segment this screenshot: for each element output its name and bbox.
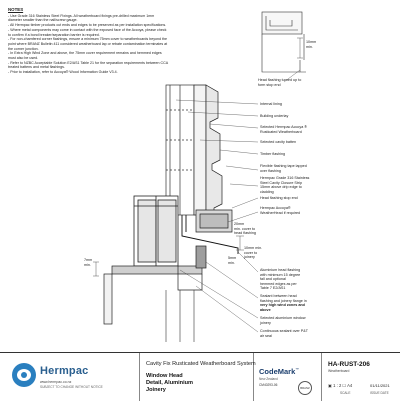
notes-line: must also be used. — [8, 56, 39, 61]
callout-10mm — [306, 40, 316, 49]
notes-line: - For non-chamfered corner flashings, ensure a minimum 75mm cover to weatherboards beyond the — [8, 37, 167, 42]
drawing-subtitle: Weatherboard — [328, 369, 350, 373]
detail-title — [146, 373, 193, 394]
callout-internal-lining — [260, 102, 282, 107]
codemark-logo — [259, 367, 299, 376]
notes-line: - Refer to NZBC Acceptable Solution E2/AS1 Table 21 for the separation requirements between CCA — [8, 60, 169, 65]
detail-line: Joinery — [146, 387, 166, 393]
callout-text: cladding — [260, 189, 274, 194]
codemark-sub: New Zealand — [259, 377, 278, 381]
wall-framing — [166, 85, 194, 215]
callout-text: Flexible flashing tape lapped — [260, 164, 307, 168]
callout-text: Continuous sealant over P&T — [260, 329, 308, 333]
callout-continuous-sealant — [260, 329, 308, 338]
callout-text: Internal lining — [260, 102, 282, 106]
weatherboard-profile — [194, 85, 222, 215]
callout-text: air seal — [260, 333, 272, 338]
callout-5mm — [228, 256, 236, 265]
hermpac-logo-icon — [12, 363, 36, 387]
callout-text: Head flashing stop end — [260, 196, 298, 200]
callout-text: Steel Cavity Closure Strip — [260, 180, 303, 185]
callout-cavity-batten — [260, 140, 296, 145]
scale-label: SCALE — [340, 391, 351, 395]
callout-text: Head flashing turned up to — [258, 78, 302, 82]
codemark-tm: ™ — [295, 367, 299, 372]
callout-text: 7mm — [84, 258, 93, 262]
callout-text: form stop end — [258, 82, 281, 87]
brand-cell — [0, 353, 140, 401]
codemark-cell — [254, 353, 322, 401]
callout-text: flashing and joinery flange in — [260, 298, 307, 303]
callout-text: joinery — [244, 255, 255, 259]
notes-line: - Use Grade 316 Stainless Steel Fixings. All weatherboard fixings pre-drilled maximum 1mm — [8, 13, 155, 18]
notes-line: - All Hermpac timber products cut ends and edges to be preserved as per installation specifications. — [8, 23, 167, 28]
detail-line: Detail, Aluminium — [146, 380, 194, 386]
inset-detail — [262, 12, 306, 72]
callout-head-flashing-stop — [260, 196, 298, 201]
drawing-info-cell — [322, 353, 400, 401]
callout-text: cover to — [244, 250, 258, 255]
callout-flexible-flashing — [260, 164, 307, 173]
callout-7mm — [84, 258, 92, 267]
callout-text: above — [260, 307, 271, 312]
callout-aluminium-head — [260, 268, 300, 291]
system-title: Cavity Fix Rusticated Weatherboard System — [146, 361, 256, 367]
brand-website: www.hermpac.co.nz — [40, 380, 72, 384]
issue-date: 01/11/2021 — [370, 383, 390, 388]
brand-name: Hermpac — [40, 365, 89, 377]
callout-text: with minimum 15 degree — [260, 272, 301, 277]
callout-cavity-closure — [260, 176, 309, 194]
callout-20mm-cover — [234, 222, 256, 236]
notes-line: point where BRANZ Bulletin 411 considered weatherboard lap or rebate contamination terminates at — [8, 41, 168, 46]
drawing-number: HA-RUST-206 — [328, 361, 370, 368]
callout-text: head flashing — [234, 231, 256, 235]
callout-text: min. — [228, 260, 235, 265]
detail-line: Window Head — [146, 373, 183, 379]
title-block — [0, 352, 400, 401]
notes-line: the corner junction. — [8, 46, 39, 51]
notes-line: - Prior to installation, refer to Accoya® Wood Information Guide V3.4. — [8, 70, 118, 75]
callout-text: Aluminium head flashing — [260, 268, 301, 272]
window-frame — [134, 196, 178, 266]
callout-text: Selected cavity batten — [260, 140, 297, 144]
notes-line: - In Extra High Wind Zone and above, the 75mm cover requirement remains and hemmed edges — [8, 51, 162, 56]
callout-text: Selected Hermpac Accoya ® — [260, 125, 307, 129]
callout-weatherhead — [260, 206, 300, 215]
lower-wall — [166, 290, 194, 342]
callout-sealant — [260, 294, 307, 312]
callout-selected-weatherboard — [260, 125, 307, 134]
callout-text: Timber flashing — [260, 152, 286, 156]
callout-text: hemmed edges as per — [260, 281, 297, 286]
callout-text: very high wind zones and — [260, 303, 305, 307]
callout-text: Sealant between head — [260, 294, 297, 298]
timber-flashing — [196, 210, 232, 232]
notes-line: - Where metal components may come in contact with the exposed face of the Accoya, please check — [8, 27, 167, 32]
callout-text: 15mm above drip edge to — [260, 185, 302, 189]
callout-text: Hermpac Grade 316 Stainless — [260, 176, 310, 180]
cert-number: CM40293-06 — [259, 383, 278, 387]
notes-line: diameter smaller than the nail/screw gauge. — [8, 18, 78, 23]
page-icons: ▣ 1 : 2 ☐ A4 — [328, 383, 353, 388]
notes-line: to confirm if a bond breaker/separation barrier is required. — [8, 32, 100, 37]
callout-text: 20mm — [234, 222, 245, 226]
callout-text: 10mm min. — [244, 246, 263, 250]
callout-text: fall and optional — [260, 277, 286, 281]
callout-text: Selected aluminium window — [260, 316, 306, 320]
branz-badge-icon: BRANZ — [298, 381, 312, 395]
callout-text: 10mm — [306, 40, 317, 44]
callout-text: Building underlay — [260, 114, 289, 118]
notes-line: treated battens and metal flashings. — [8, 65, 65, 70]
callout-text: 5mm — [228, 256, 237, 260]
notes-title: NOTES — [8, 7, 24, 12]
callout-text: Hermpac Accoya® — [260, 206, 291, 210]
callout-text: Table 7 E2/AS1 — [260, 286, 286, 290]
callout-head-flashing-turned — [258, 78, 301, 87]
callout-timber-flashing — [260, 152, 285, 157]
inset-dimension — [297, 38, 303, 58]
callout-text: min. — [306, 44, 313, 49]
callout-selected-joinery — [260, 316, 306, 325]
callout-building-underlay — [260, 114, 288, 119]
callout-text: joinery — [260, 320, 271, 325]
callout-text: over flashing — [260, 168, 281, 173]
title-cell — [140, 353, 254, 401]
callout-10mm-cover — [244, 246, 262, 260]
callout-text: WeatherHead if required — [260, 210, 301, 215]
callout-text: min. — [84, 262, 91, 267]
codemark-text: CodeMark — [259, 367, 296, 376]
issue-date-label: ISSUE DATE — [370, 391, 389, 395]
callout-text: Rusticated Weatherboard — [260, 129, 302, 134]
callout-text: min. cover to — [234, 226, 256, 231]
brand-subject: SUBJECT TO CHANGE WITHOUT NOTICE — [40, 385, 103, 389]
